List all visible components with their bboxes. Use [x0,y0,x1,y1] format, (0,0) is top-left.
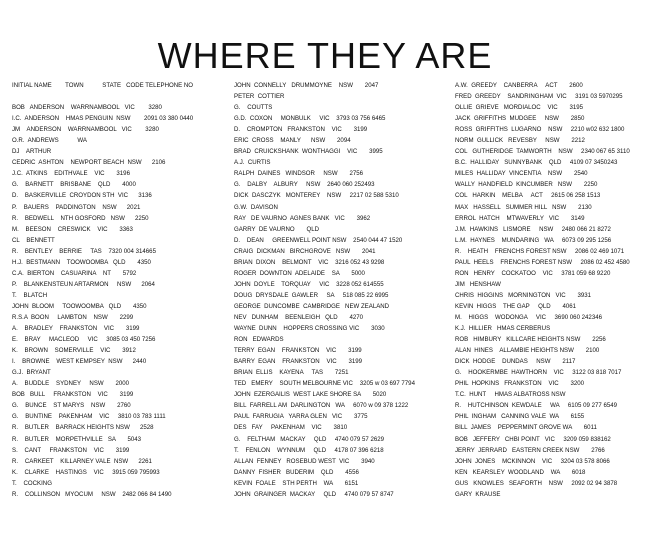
directory-entry: ERROL HATCH MTWAVERLY VIC 3149 [455,214,585,222]
directory-entry: MAX HASSELL SUMMER HILL NSW 2130 [455,203,592,211]
directory-entry: CRAIG DICKMAN BIRCHGROVE NSW 2041 [234,247,376,255]
directory-entry: NORM GULLICK REVESBY NSW 2212 [455,137,585,145]
directory-entry: A. BRADLEY FRANKSTON VIC 3199 [12,325,140,333]
directory-entry: R. BENTLEY BERRIE TAS 7320 004 314665 [12,247,156,255]
page-title: WHERE THEY ARE [157,35,493,76]
directory-entry: COL HARKIN MELBA ACT 2615 06 258 1513 [455,192,601,200]
directory-entry: G.D. COXON MONBULK VIC 3793 03 756 6465 [234,115,386,123]
directory-entry: G. BUNCE ST MARYS NSW 2760 [12,402,131,410]
directory-entry: O.R. ANDREWS WA [12,137,87,145]
directory-entry: DJ ARTHUR [12,148,52,156]
directory-entry: ROGER DOWNTON ADELAIDE SA 5000 [234,269,365,277]
directory-entry: JOHN GRAINGER MACKAY QLD 4740 079 57 8747 [234,490,394,498]
directory-entry: M. HIGGS WODONGA VIC 3690 060 242346 [455,313,602,321]
directory-entry: OLLIE GRIEVE MORDIALOC VIC 3195 [455,104,584,112]
directory-entry: TERRY EGAN FRANKSTON VIC 3199 [234,347,362,355]
directory-entry: DICK DASCZYK MONTEREY NSW 2217 02 588 5310 [234,192,399,200]
directory-entry: S. CANT FRANKSTON VIC 3199 [12,446,130,454]
directory-entry: J.M. HAWKINS LISMORE NSW 2480 066 21 8272 [455,225,611,233]
directory-entry: J.C. ATKINS EDITHVALE VIC 3196 [12,170,130,178]
directory-entry: G. BUNTINE PAKENHAM VIC 3810 03 783 1111 [12,413,166,421]
directory-entry: FRED GREEDY SANDRINGHAM VIC 3191 03 5970295 [455,93,623,101]
directory-entry: GARY KRAUSE [455,490,501,498]
directory-entry: JOHN JONES MCKINNON VIC 3204 03 578 8066 [455,457,610,465]
directory-entry: A. BUDDLE SYDNEY NSW 2000 [12,380,130,388]
directory-entry: BRIAN ELLIS KAYENA TAS 7251 [234,369,349,377]
directory-entry: CHRIS HIGGINS MORNINGTON VIC 3931 [455,291,592,299]
directory-entry: PHIL INGHAM CANNING VALE WA 6155 [455,413,585,421]
directory-entry: KEVIN FOALE STH PERTH WA 6151 [234,479,359,487]
directory-entry: G. HOOKERMBE HAWTHORN VIC 3122 03 818 7017 [455,369,622,377]
directory-entry: BOB BULL FRANKSTON VIC 3199 [12,391,134,399]
directory-entry: WAYNE DUNN HOPPERS CROSSING VIC 3030 [234,325,385,333]
directory-entry: BARRY EGAN FRANKSTON VIC 3199 [234,358,363,366]
directory-entry: T.C. HUNT HMAS ALBATROSS NSW [455,391,566,399]
directory-entry: R. HEATH FRENCHS FOREST NSW 2086 02 469 1071 [455,247,625,255]
directory-entry: TED EMERY SOUTH MELBOURNE VIC 3205 w 03 697 7794 [234,380,415,388]
directory-entry: JOHN CONNELLY DRUMMOYNE NSW 2047 [234,82,379,89]
directory-entry: K. BROWN SOMERVILLE VIC 3912 [12,347,136,355]
directory-entry: COL GUTHERIDGE TAMWORTH NSW 2340 067 65 3110 [455,148,630,156]
directory-entry: DICK HODGE DUNDAS NSW 2117 [455,358,576,366]
directory-entry: ALAN HINES ALLAMBIE HEIGHTS NSW 2100 [455,347,600,355]
directory-entry: R. CARKEET KILLARNEY VALE NSW 2261 [12,457,152,465]
directory-entry: KEVIN HIGGS THE GAP QLD 4061 [455,302,577,310]
directory-entry: JOHN EZERGAILIS WEST LAKE SHORE SA 5020 [234,391,387,399]
directory-entry: L.M. HAYNES MUNDARING WA 6073 09 295 1256 [455,236,612,244]
directory-entry: ALLAN FENNEY ROSEBUD WEST VIC 3940 [234,457,375,465]
directory-entry: R. HUTCHINSON KEWDALE WA 6105 09 277 6549 [455,402,617,410]
directory-entry: ERIC CROSS MANLY NSW 2094 [234,137,351,145]
directory-entry: CL BENNETT [12,236,55,244]
directory-entry: GUS KNOWLES SEAFORTH NSW 2092 02 94 3878 [455,479,618,487]
directory-entry: D. BASKERVILLE CROYDON STH VIC 3136 [12,192,152,200]
directory-entry: NEV DUNHAM BEENLEIGH QLD 4270 [234,313,364,321]
directory-entry: DOUG DRYSDALE GAWLER SA 518 085 22 6995 [234,291,389,299]
directory-entry: PAUL HEELS FRENCHS FOREST NSW 2086 02 452 4580 [455,258,630,266]
directory-entry: I. BROWNE WEST KEMPSEY NSW 2440 [12,358,147,366]
directory-entry: JOHN DOYLE TORQUAY VIC 3228 052 614555 [234,280,384,288]
directory-entry: BOB ANDERSON WARRNAMBOOL VIC 3280 [12,104,162,112]
directory-entry: K.J. HILLIER HMAS CERBERUS [455,325,551,333]
directory-entry: R. COLLINSON MYOCUM NSW 2482 066 84 1490 [12,490,172,498]
directory-entry: ROB HIMBURY KILLCARE HEIGHTS NSW 2256 [455,336,606,344]
directory-entry: D. DEAN GREENWELL POINT NSW 2540 044 47 1520 [234,236,403,244]
column-header-row: INITIAL NAME TOWN STATE CODE TELEPHONE NO [12,82,194,89]
directory-entry: DES FAY PAKENHAM VIC 3810 [234,424,348,432]
directory-entry: A.W. GREEDY CANBERRA ACT 2600 [455,82,583,89]
directory-entry: G. BARNETT BRISBANE QLD 4000 [12,181,136,189]
directory-entry: ROSS GRIFFITHS LUGARNO NSW 2210 w02 632 1800 [455,126,625,134]
directory-entry: G. COUTTS [234,104,273,112]
directory-entry: RALPH DAINES WINDSOR NSW 2756 [234,170,364,178]
directory-entry: GEORGE DUNCOMBE CAMBRIDGE NEW ZEALAND [234,302,390,310]
directory-column-3 [455,80,650,500]
directory-entry: R. BUTLER BARRACK HEIGHTS NSW 2528 [12,424,154,432]
directory-entry: BRAD CRUICKSHANK WONTHAGGI VIC 3995 [234,148,383,156]
directory-entry: K. CLARKE HASTINGS VIC 3915 059 795993 [12,468,160,476]
directory-entry: CEDRIC ASHTON NEWPORT BEACH NSW 2106 [12,159,166,167]
directory-entry: G.J. BRYANT [12,369,51,377]
directory-entry: BRIAN DIXON BELMONT VIC 3216 052 43 9298 [234,258,385,266]
directory-entry [12,91,218,102]
directory-entry: C.A. BIERTON CASUARINA NT 5792 [12,269,137,277]
directory-entry: I.C. ANDERSON HMAS PENGUIN NSW 2091 03 380 0440 [12,115,194,123]
directory-entry: KEN KEARSLEY WOODLAND WA 6018 [455,468,586,476]
directory-entry: M. BEESON CRESWICK VIC 3363 [12,225,133,233]
directory-entry: RON EDWARDS [234,336,284,344]
directory-entry: H.J. BESTMANN TOOWOOMBA QLD 4350 [12,258,151,266]
directory-entry: T. FENLON WYNNUM QLD 4178 07 396 6218 [234,446,384,454]
directory-column-1 [12,80,218,500]
directory-entry: T. BLATCH [12,291,48,299]
directory-entry: GARRY DE VAURNO QLD [234,225,319,233]
directory-entry: BILL FARRELL AM DARLINGTON WA 6070 w 09 378 1222 [234,402,409,410]
directory-entry: BILL JAMES PEPPERMINT GROVE WA 6011 [455,424,597,432]
directory-entry: D. CROMPTON FRANKSTON VIC 3199 [234,126,368,134]
directory-entry: DANNY FISHER BUDERIM QLD 4556 [234,468,359,476]
directory-entry: RON HENRY COCKATOO VIC 3781 059 68 9220 [455,269,611,277]
directory-entry: PHIL HOPKINS FRANKSTON VIC 3200 [455,380,585,388]
directory-entry: P. BAUERS PADDINGTON NSW 2021 [12,203,141,211]
directory-entry: A.J. CURTIS [234,159,271,167]
directory-entry: JOHN BLOOM TOOWOOMBA QLD 4350 [12,302,147,310]
directory-entry: JIM HENSHAW [455,280,501,288]
directory-entry: WALLY HANDFIELD KINCUMBER NSW 2250 [455,181,598,189]
directory-entry: PETER COTTIER [234,93,285,101]
directory-entry: G. FELTHAM MACKAY QLD 4740 079 57 2629 [234,435,385,443]
directory-entry: R. BUTLER MORPETHVILLE SA 5043 [12,435,142,443]
directory-entry: G.W. DAVISON [234,203,278,211]
directory-entry: R. BEDWELL NTH GOSFORD NSW 2250 [12,214,149,222]
directory-entry: MILES HALLIDAY VINCENTIA NSW 2540 [455,170,588,178]
directory-entry: JERRY JERRARD EASTERN CREEK NSW 2766 [455,446,605,454]
directory-entry: BOB JEFFERY CHBI POINT VIC 3209 059 838162 [455,435,611,443]
directory-entry: E. BRAY MACLEOD VIC 3085 03 450 7256 [12,336,156,344]
directory-entry: RAY DE VAURNO AGNES BANK VIC 3962 [234,214,371,222]
directory-entry: P. BLANKENSTEUN ARTARMON NSW 2064 [12,280,155,288]
directory-column-2 [234,80,440,500]
directory-entry: T. COCKING [12,479,52,487]
directory-entry: R.S.A BOON LAMBTON NSW 2299 [12,313,134,321]
directory-entry: B.C. HALLIDAY SUNNYBANK QLD 4109 07 3450243 [455,159,618,167]
directory-entry: G. DALBY ALBURY NSW 2640 060 252493 [234,181,375,189]
directory-entry: JACK GRIFFITHS MUDGEE NSW 2850 [455,115,585,123]
directory-entry: PAUL FARRUGIA YARRA GLEN VIC 3775 [234,413,368,421]
directory-entry: JM ANDERSON WARRNAMBOOL VIC 3280 [12,126,159,134]
